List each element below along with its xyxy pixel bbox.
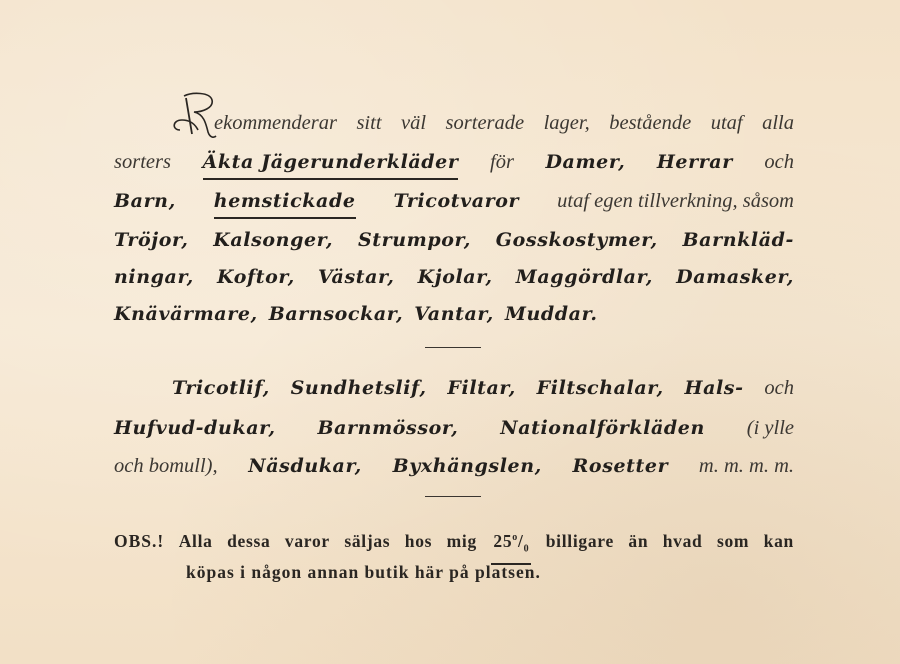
word: Barnkläd- <box>682 229 794 251</box>
word: ningar, <box>114 266 194 288</box>
word: kan <box>763 530 794 551</box>
word: alla <box>762 112 794 134</box>
paragraph1-line4 <box>114 226 794 254</box>
paragraph2-line3 <box>114 452 794 480</box>
word: Vantar, <box>414 303 494 325</box>
word: Knävärmare, <box>114 303 258 325</box>
word: mig <box>446 530 477 551</box>
phrase: m. m. m. m. <box>698 455 794 477</box>
word: billigare <box>545 530 614 551</box>
word: Strumpor, <box>357 229 471 251</box>
dropcap-letter: R <box>190 114 194 120</box>
word: som <box>716 530 750 551</box>
word: sorterade <box>445 112 525 134</box>
underlined-word: hemstickade <box>214 187 356 219</box>
word: hvad <box>662 530 703 551</box>
percent-number: 25 <box>493 530 513 551</box>
word: Tricotlif, <box>172 377 270 399</box>
phrase: och bomull), <box>114 455 218 477</box>
word: Tricotvaror <box>393 190 520 212</box>
obs-label: OBS.! <box>114 530 165 551</box>
word: ekommenderar <box>214 112 337 134</box>
word: Barnmössor, <box>317 417 459 439</box>
word: Damer, <box>545 151 626 173</box>
word: Barnsockar, <box>268 303 404 325</box>
word: lager, <box>543 112 590 134</box>
section-divider <box>425 496 481 497</box>
word: dessa <box>227 530 271 551</box>
paragraph2-line2 <box>114 414 794 442</box>
word: bestående <box>609 112 692 134</box>
word: Hufvud-dukar, <box>114 417 276 439</box>
word: Gosskostymer, <box>495 229 658 251</box>
word: för <box>490 151 514 173</box>
word: Kjolar, <box>417 266 493 288</box>
word: varor <box>284 530 330 551</box>
word: och <box>764 151 794 173</box>
word: Damasker, <box>676 266 794 288</box>
word: Näsdukar, <box>248 455 362 477</box>
word: Sundhetslif, <box>290 377 427 399</box>
word: och <box>764 377 794 399</box>
word: sorters <box>114 151 171 173</box>
word: Maggördlar, <box>515 266 654 288</box>
word: Kalsonger, <box>213 229 334 251</box>
paragraph1-line5 <box>114 263 794 291</box>
word: Herrar <box>656 151 733 173</box>
word: Rosetter <box>572 455 669 477</box>
paragraph2-line1 <box>172 374 794 402</box>
word: Koftor, <box>217 266 295 288</box>
word: Muddar. <box>504 303 598 325</box>
word: utaf <box>710 112 743 134</box>
percent-sup: o <box>512 532 518 543</box>
word: Alla <box>178 530 213 551</box>
word: Västar, <box>317 266 395 288</box>
paragraph1-line6 <box>114 300 794 328</box>
word: väl <box>401 112 427 134</box>
word: Filtar, <box>447 377 516 399</box>
underlined-phrase: Äkta Jägerunderkläder <box>203 148 459 180</box>
obs-line2: köpas i någon annan butik här på platsen. <box>186 562 541 582</box>
phrase: (i ylle <box>746 417 794 439</box>
phrase: utaf egen tillverkning, såsom <box>557 190 794 212</box>
word: än <box>628 530 649 551</box>
word: Nationalförkläden <box>500 417 705 439</box>
word: sitt <box>356 112 382 134</box>
word: hos <box>404 530 433 551</box>
paragraph1-line3 <box>114 187 794 219</box>
percent-sub: 0 <box>523 543 530 555</box>
word: Hals- <box>684 377 744 399</box>
paragraph1-line1 <box>214 109 794 137</box>
discount-percent: $25^o/_0$ <box>491 525 531 565</box>
dropcap-r-ornament <box>170 90 218 142</box>
word: Tröjor, <box>114 229 189 251</box>
paragraph1-line2 <box>114 148 794 180</box>
section-divider <box>425 347 481 348</box>
word: Filtschalar, <box>536 377 664 399</box>
word: säljas <box>344 530 391 551</box>
word: Barn, <box>114 190 176 212</box>
word: Byxhängslen, <box>392 455 542 477</box>
